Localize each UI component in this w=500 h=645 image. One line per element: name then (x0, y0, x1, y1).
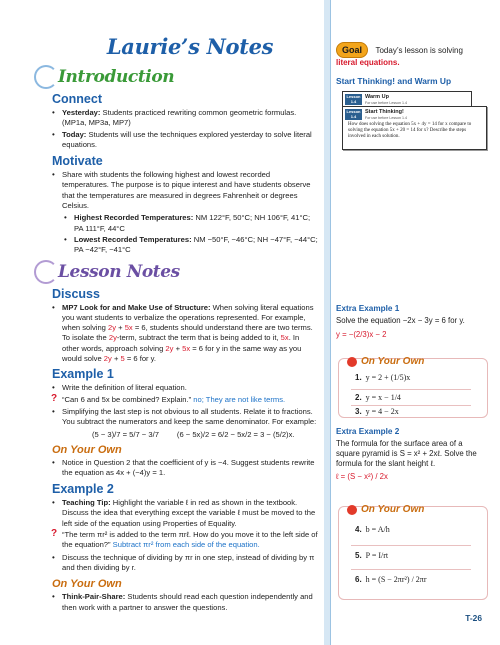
list-item: • Think-Pair-Share: Students should read each question independently and then work with a partner to answer the questions. (52, 592, 318, 613)
answer-item: 5. P = I/rt (355, 551, 389, 560)
lesson-tag: Lesson 1.4 (346, 94, 361, 104)
answer-item: 6. h = (S − 2πr²) / 2πr (355, 575, 427, 584)
swirl-icon (34, 65, 58, 89)
card-subtitle: For use before Lesson 1.4 (365, 116, 407, 120)
list-item: • Lowest Recorded Temperatures: NM −50°F, −46°C; NH −47°F, −44°C; PA −42°F, −41°C (64, 235, 318, 256)
on-your-own-label: On Your Own (347, 504, 424, 515)
goal-text: Today’s lesson is solving (375, 46, 463, 55)
extra-example-1-text: Solve the equation −2x − 3y = 6 for y. (336, 316, 465, 325)
question-icon: ? (51, 528, 58, 540)
divider (351, 545, 471, 546)
card-body: How does solving the equation 5x + 4y = 14 for x compare to solving the equation 5x + 20 = 14 for x? Describe the steps involved in each solution. (348, 122, 472, 140)
motivate-heading: Motivate (52, 154, 103, 169)
divider (351, 405, 471, 406)
card-title: Warm Up (365, 94, 389, 100)
start-thinking-heading: Start Thinking! and Warm Up (336, 76, 452, 86)
discuss-heading: Discuss (52, 286, 100, 301)
fraction-example-2: (6 − 5x)/2 = 6/2 − 5x/2 = 3 − (5/2)x. (176, 429, 295, 439)
list-item: • Discuss the technique of dividing by πr in one step, instead of dividing by π and then dividing by r. (52, 553, 318, 574)
temperature-list (52, 213, 318, 255)
extra-example-1-heading: Extra Example 1 (336, 304, 400, 313)
extra-example-2-answer: ℓ = (S − x²) / 2x (336, 472, 388, 481)
goal-badge: Goal (336, 42, 368, 58)
example2-list-2 (52, 553, 318, 574)
goal-highlight: literal equations. (336, 58, 400, 67)
question-icon: ? (51, 392, 58, 404)
on-your-own-label: On Your Own (347, 356, 424, 367)
list-item: • Highest Recorded Temperatures: NM 122°F, 50°C; NH 106°F, 41°C; PA 111°F, 44°C (64, 213, 318, 234)
card-title: Start Thinking! (365, 109, 404, 115)
column-divider (324, 0, 330, 645)
answer-item: 4. b = A/h (355, 525, 390, 534)
connect-heading: Connect (52, 92, 102, 106)
on-your-own-heading: On Your Own (52, 443, 122, 456)
question-row: ? “The term πr² is added to the term πrℓ. How do you move it to the left side of the equation?” Subtract πr² from each side of the equation. (51, 528, 318, 550)
card-subtitle: For use before Lesson 1.4 (365, 101, 407, 105)
lesson-tag: Lesson 1.4 (346, 109, 361, 119)
start-thinking-card (342, 106, 487, 150)
divider (351, 569, 471, 570)
answer-item: 2. y = x − 1/4 (355, 393, 401, 402)
example1-list-2 (52, 407, 318, 428)
extra-example-2-heading: Extra Example 2 (336, 427, 400, 436)
example1-heading: Example 1 (52, 367, 114, 382)
page-number: T-26 (465, 613, 482, 623)
list-item: • Share with students the following highest and lowest recorded temperatures. The purpose is to pique interest and have students observe that the temperatures are measured in degrees Fahrenheit or degrees Celsius. (52, 170, 318, 211)
dot-icon (347, 505, 357, 515)
introduction-heading: Introduction (52, 67, 318, 89)
list-item: • MP7 Look for and Make Use of Structure: When solving literal equations you want students to verbalize the operations represented. For example, when solving 2y + 5x = 6, students should understand there are two terms. To isolate the 2y-term, subtract the term that is being added to it, 5x. In other words, approach solving 2y + 5x = 6 for y in the same way as you would solve 2y + 5 = 6 for y. (52, 303, 318, 365)
dot-icon (347, 357, 357, 367)
on-your-own-box-1 (338, 358, 488, 418)
connect-list (52, 108, 318, 150)
extra-example-2-text: The formula for the surface area of a square pyramid is S = x² + 2xℓ. Solve the formula for the slant height ℓ. (336, 439, 477, 468)
example2-heading: Example 2 (52, 482, 114, 497)
lesson-notes-heading: Lesson Notes (52, 262, 318, 284)
list-item: • Write the definition of literal equation. (52, 383, 318, 393)
example2-list (52, 498, 318, 529)
on-your-own-box-2 (338, 506, 488, 600)
list-item: • Simplifying the last step is not obvious to all students. Relate it to fractions. You subtract the numerators and keep the same denominator. For example: (52, 407, 318, 428)
list-item: • Teaching Tip: Highlight the variable ℓ in red as shown in the textbook. Discuss the idea that everything except the variable ℓ must be moved to the left side of the equation using Properties of Equality. (52, 498, 318, 529)
lauries-notes-column (52, 34, 318, 614)
fraction-examples (52, 430, 318, 439)
fraction-example-1: (5 − 3)/7 = 5/7 − 3/7 (92, 429, 159, 439)
answer-item: 3. y = 4 − 2x (355, 407, 399, 416)
own2-list (52, 592, 318, 613)
extra-example-1-answer: y = −(2/3)x − 2 (336, 330, 387, 339)
example1-list (52, 383, 318, 393)
goal-box (336, 40, 488, 68)
discuss-list (52, 303, 318, 365)
swirl-icon (34, 260, 58, 284)
motivate-list (52, 170, 318, 211)
own1-list (52, 458, 318, 479)
page-title: Laurie’s Notes (106, 34, 274, 59)
list-item: • Today: Students will use the techniques explored yesterday to solve literal equations. (52, 130, 318, 151)
list-item: • Yesterday: Students practiced rewriting common geometric formulas. (MP1a, MP3a, MP7) (52, 108, 318, 129)
list-item: • Notice in Question 2 that the coefficient of y is −4. Suggest students rewrite the equation as 4x + (−4)y = 1. (52, 458, 318, 479)
answer-item: 1. y = 2 + (1/5)x (355, 373, 411, 382)
question-row: ? “Can 6 and 5x be combined? Explain.” no; They are not like terms. (51, 392, 286, 404)
divider (351, 389, 471, 390)
on-your-own-heading: On Your Own (52, 578, 122, 591)
